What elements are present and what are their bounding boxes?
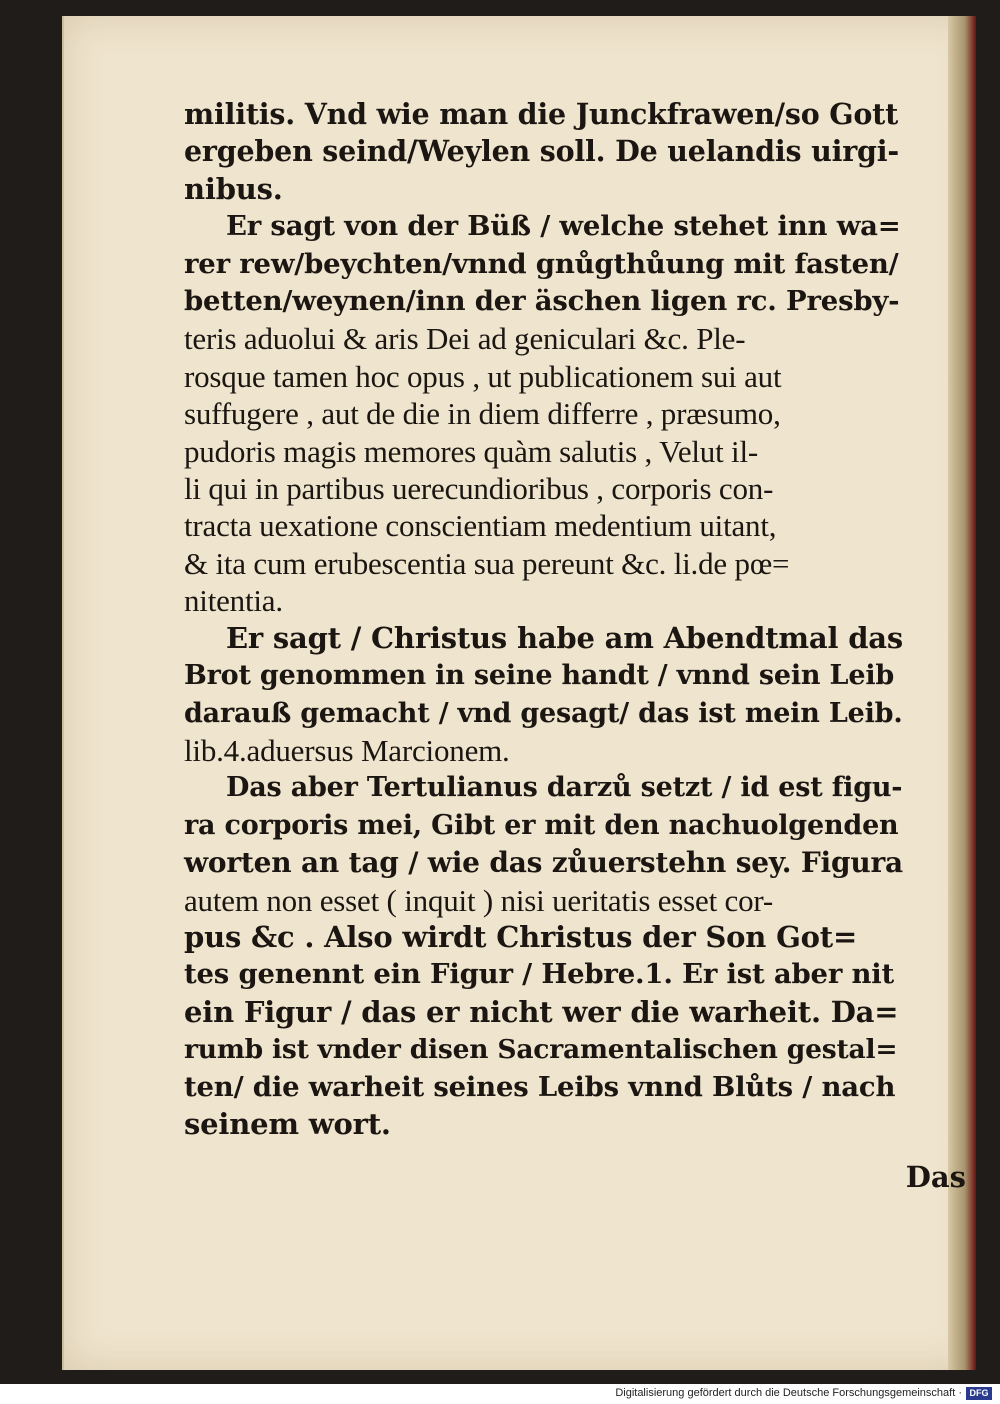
text-line-18: lib.4.aduersus Marcionem.: [184, 732, 510, 768]
text-line-22: autem non esset ( inquit ) nisi ueritatis esset cor-: [184, 882, 774, 918]
text-line-16: Brot genommen in seine handt / vnnd sein Leib: [184, 660, 895, 692]
text-line-13: & ita cum erubescentia sua pereunt &c. li.de pœ=: [184, 545, 790, 581]
text-line-20: ra corporis mei, Gibt er mit den nachuolgenden: [184, 809, 899, 841]
text-line-6: betten/weynen/inn der äschen ligen rc. Presby-: [184, 285, 900, 318]
text-line-15: Er sagt / Christus habe am Abendtmal das: [226, 620, 903, 655]
text-line-19: Das aber Tertulianus darzů setzt / id est figu-: [226, 772, 903, 804]
text-line-9: suffugere , aut de die in diem differre , præsumo,: [184, 396, 781, 432]
text-line-5: rer rew/beychten/vnnd gnůgthůung mit fasten/: [184, 247, 899, 280]
text-line-11: li qui in partibus uerecundioribus , corporis con-: [184, 471, 774, 507]
text-line-17: darauß gemacht / vnd gesagt/ das ist mein Leib.: [184, 697, 903, 729]
text-line-23: pus &c . Also wirdt Christus der Son Got=: [184, 919, 858, 954]
text-line-25: ein Figur / das er nicht wer die warheit. Da=: [184, 994, 899, 1029]
catchword: Das: [905, 1160, 966, 1194]
text-line-2: ergeben seind/Weylen soll. De uelandis uirgi-: [184, 134, 900, 169]
text-line-3: nibus.: [184, 171, 283, 206]
text-line-4: Er sagt von der Büß / welche stehet inn wa=: [226, 210, 901, 243]
footer-bar: [0, 1384, 1000, 1404]
text-line-24: tes genennt ein Figur / Hebre.1. Er ist aber nit: [184, 958, 895, 991]
text-line-21: worten an tag / wie das zůuerstehn sey. Figura: [184, 846, 903, 880]
dfg-logo: DFG: [966, 1387, 992, 1400]
page-text: [184, 96, 904, 1143]
text-line-12: tracta uexatione conscientiam medentium uitant,: [184, 508, 777, 544]
text-line-28: seinem wort.: [184, 1106, 391, 1141]
text-line-1: militis. Vnd wie man die Junckfrawen/so Gott: [184, 97, 899, 131]
text-line-7: teris aduolui & aris Dei ad geniculari &c. Ple-: [184, 321, 746, 357]
text-line-27: ten/ die warheit seines Leibs vnnd Blůts / nach: [184, 1070, 896, 1103]
footer-credit: Digitalisierung gefördert durch die Deutsche Forschungsgemeinschaft ·: [615, 1387, 962, 1399]
text-line-26: rumb ist vnder disen Sacramentalischen gestal=: [184, 1034, 898, 1066]
text-line-10: pudoris magis memores quàm salutis , Velut il-: [184, 433, 759, 469]
text-line-14: nitentia.: [184, 583, 283, 619]
text-line-8: rosque tamen hoc opus , ut publicationem sui aut: [184, 358, 782, 394]
